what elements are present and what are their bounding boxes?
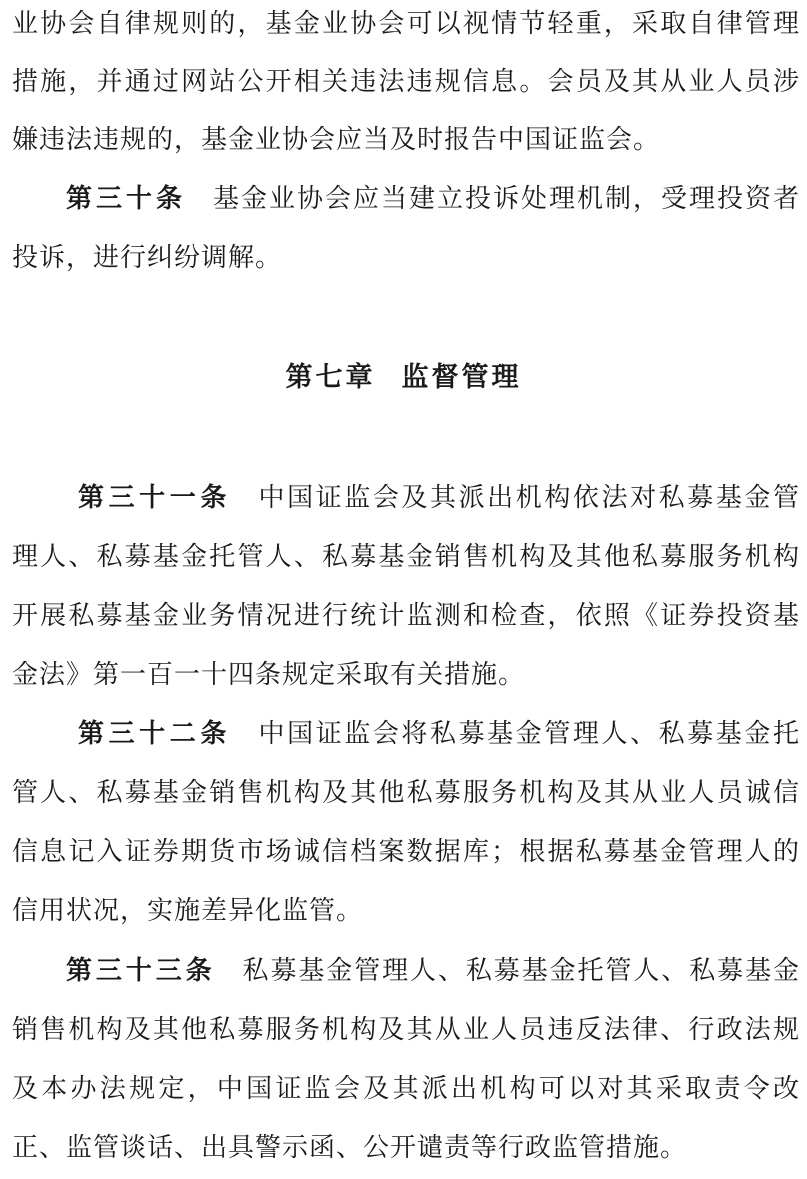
paragraph-line: 信息记入证券期货市场诚信档案数据库；根据私募基金管理人的 bbox=[12, 837, 800, 867]
paragraph-line: 及本办法规定，中国证监会及其派出机构可以对其采取责令改 bbox=[12, 1074, 800, 1104]
paragraph-line: 嫌违法违规的，基金业协会应当及时报告中国证监会。 bbox=[12, 125, 661, 155]
paragraph-line: 销售机构及其他私募服务机构及其从业人员违反法律、行政法规 bbox=[12, 1015, 800, 1045]
article-31-text: 中国证监会及其派出机构依法对私募基金管 bbox=[256, 483, 800, 513]
chapter-heading bbox=[0, 360, 807, 396]
chapter-number: 第七章 bbox=[285, 362, 376, 393]
article-30-text: 基金业协会应当建立投诉处理机制，受理投资者 bbox=[212, 184, 800, 214]
article-31-first-line bbox=[78, 480, 800, 516]
paragraph-line: 开展私募基金业务情况进行统计监测和检查，依照《证券投资基 bbox=[12, 601, 800, 631]
chapter-title: 监督管理 bbox=[401, 362, 522, 393]
paragraph-line: 理人、私募基金托管人、私募基金销售机构及其他私募服务机构 bbox=[12, 542, 800, 572]
paragraph-line: 管人、私募基金销售机构及其他私募服务机构及其从业人员诚信 bbox=[12, 778, 800, 808]
article-32-first-line bbox=[78, 716, 800, 752]
article-33-text: 私募基金管理人、私募基金托管人、私募基金 bbox=[241, 956, 800, 986]
paragraph-line: 信用状况，实施差异化监管。 bbox=[12, 896, 364, 926]
paragraph-line: 正、监管谈话、出具警示函、公开谴责等行政监管措施。 bbox=[12, 1133, 688, 1163]
article-30-heading: 第三十条 bbox=[66, 184, 186, 214]
article-30-first-line bbox=[66, 181, 800, 217]
paragraph-line: 业协会自律规则的，基金业协会可以视情节轻重，采取自律管理 bbox=[12, 9, 800, 39]
article-31-heading: 第三十一条 bbox=[78, 483, 231, 513]
article-33-first-line bbox=[66, 953, 800, 989]
article-33-heading: 第三十三条 bbox=[66, 956, 216, 986]
paragraph-line: 措施，并通过网站公开相关违法违规信息。会员及其从业人员涉 bbox=[12, 67, 800, 97]
paragraph-line: 投诉，进行纠纷调解。 bbox=[12, 243, 283, 273]
article-32-heading: 第三十二条 bbox=[78, 719, 231, 749]
article-32-text: 中国证监会将私募基金管理人、私募基金托 bbox=[256, 719, 800, 749]
paragraph-line: 金法》第一百一十四条规定采取有关措施。 bbox=[12, 660, 526, 690]
